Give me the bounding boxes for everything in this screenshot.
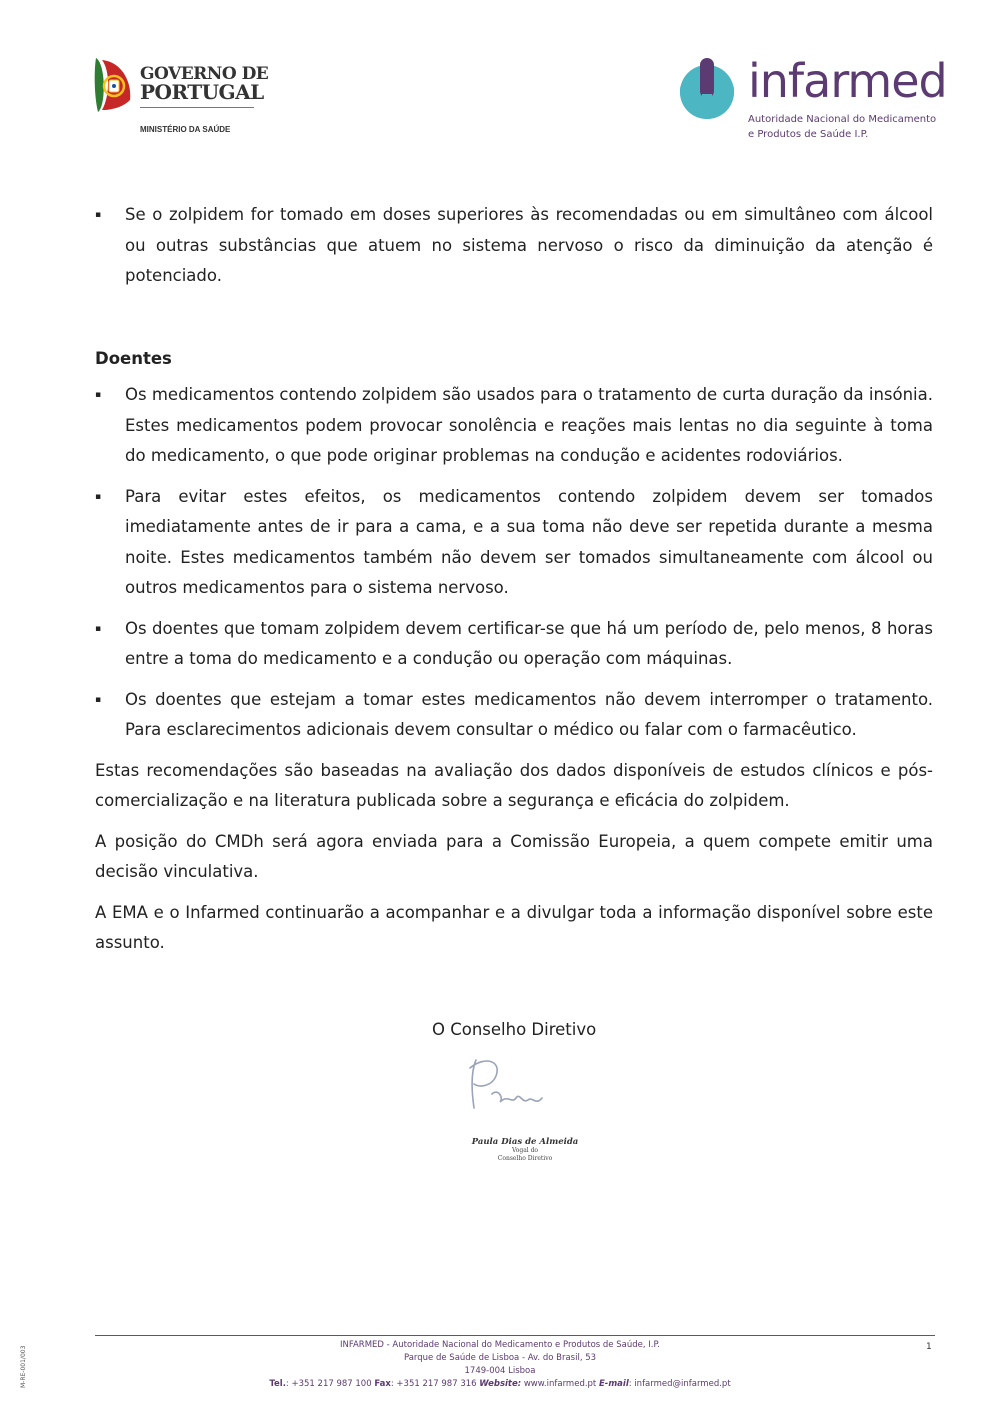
fax-label: Fax xyxy=(374,1379,391,1389)
page-header xyxy=(0,0,1000,160)
footer-line3: 1749-004 Lisboa xyxy=(464,1366,536,1376)
website-value: www.infarmed.pt xyxy=(521,1379,597,1389)
gov-logo-line2: PORTUGAL xyxy=(140,80,264,104)
page-footer xyxy=(160,1339,840,1391)
document-body xyxy=(95,200,933,969)
infarmed-subtitle-2: e Produtos de Saúde I.P. xyxy=(748,129,869,140)
infarmed-symbol-icon xyxy=(676,58,738,122)
gov-logo-ministry: MINISTÉRIO DA SAÚDE xyxy=(140,125,231,134)
page-number: 1 xyxy=(926,1342,932,1352)
intro-bullet-list xyxy=(95,200,933,292)
bullet-marker-icon: ▪ xyxy=(95,210,102,220)
bullet-marker-icon: ▪ xyxy=(95,491,102,502)
governo-de-portugal-logo xyxy=(92,56,272,140)
footer-divider xyxy=(95,1335,935,1336)
footer-line1: INFARMED - Autoridade Nacional do Medicamento e Produtos de Saúde, I.P. xyxy=(340,1340,660,1350)
list-item xyxy=(95,200,933,292)
footer-contacts xyxy=(160,1378,840,1391)
infarmed-logo xyxy=(676,54,947,152)
gov-logo-line1: GOVERNO DE xyxy=(140,64,269,84)
signer-name: Paula Dias de Almeida xyxy=(471,1137,579,1147)
bullet-marker-icon: ▪ xyxy=(95,694,102,705)
bullet-text: Os doentes que tomam zolpidem devem certificar-se que há um período de, pelo menos, 8 horas entre a toma do medicamento e a condução ou operação com máquinas. xyxy=(125,618,933,668)
list-item xyxy=(95,685,933,746)
portugal-emblem-icon xyxy=(92,56,132,114)
paragraph: Estas recomendações são baseadas na avaliação dos dados disponíveis de estudos clínicos e pós-comercialização e na literatura publicada sobre a segurança e eficácia do zolpidem. xyxy=(95,760,933,810)
document-code: M-RE-001/003 xyxy=(20,1345,27,1388)
infarmed-subtitle-1: Autoridade Nacional do Medicamento xyxy=(748,114,937,125)
infarmed-wordmark: infarmed xyxy=(748,54,947,108)
website-label: Website: xyxy=(479,1379,522,1389)
footer-line2: Parque de Saúde de Lisboa - Av. do Brasil, 53 xyxy=(403,1353,597,1363)
list-item xyxy=(95,614,933,675)
closing-line: O Conselho Diretivo xyxy=(432,1020,597,1039)
bullet-marker-icon: ▪ xyxy=(95,623,102,634)
bullet-text: Os medicamentos contendo zolpidem são usados para o tratamento de curta duração da insónia. Estes medicamentos podem provocar sonolência e reações mais lentas no dia seguinte à toma do medicamento, o que pode originar problemas na condução e acidentes rodoviários. xyxy=(125,385,933,465)
gov-logo-divider xyxy=(140,107,254,108)
signer-block xyxy=(470,1137,580,1163)
list-item xyxy=(95,380,933,472)
bullet-text: Os doentes que estejam a tomar estes medicamentos não devem interromper o tratamento. Para esclarecimentos adicionais devem consultar o médico ou falar com o farmacêutico. xyxy=(125,689,933,739)
list-item xyxy=(95,482,933,604)
paragraph: A posição do CMDh será agora enviada para a Comissão Europeia, a quem compete emitir uma decisão vinculativa. xyxy=(95,831,933,881)
signer-role-line2: Conselho Diretivo xyxy=(497,1155,553,1162)
bullet-text: Se o zolpidem for tomado em doses superiores às recomendadas ou em simultâneo com álcool ou outras substâncias que atuem no sistema nervoso o risco da diminuição da atenção é potenciado. xyxy=(125,205,933,285)
email-value: : infarmed@infarmed.pt xyxy=(628,1379,731,1389)
email-label: E-mail xyxy=(598,1379,629,1389)
section-title: Doentes xyxy=(95,348,172,368)
paragraph: A EMA e o Infarmed continuarão a acompanhar e a divulgar toda a informação disponível sobre este assunto. xyxy=(95,902,933,952)
fax-value: : +351 217 987 316 xyxy=(390,1379,477,1389)
tel-label: Tel. xyxy=(269,1379,286,1389)
bullet-text: Para evitar estes efeitos, os medicamentos contendo zolpidem devem ser tomados imediatamente antes de ir para a cama, e a sua toma não deve ser repetida durante a mesma noite. Estes medicamentos também não devem ser tomados simultaneamente com álcool ou outros medicamentos para o sistema nervoso. xyxy=(125,486,933,597)
handwritten-signature xyxy=(462,1054,582,1116)
patients-bullet-list xyxy=(95,380,933,746)
bullet-marker-icon: ▪ xyxy=(95,390,102,400)
tel-value: : +351 217 987 100 xyxy=(285,1379,372,1389)
signer-role-line1: Vogal do xyxy=(511,1147,539,1154)
